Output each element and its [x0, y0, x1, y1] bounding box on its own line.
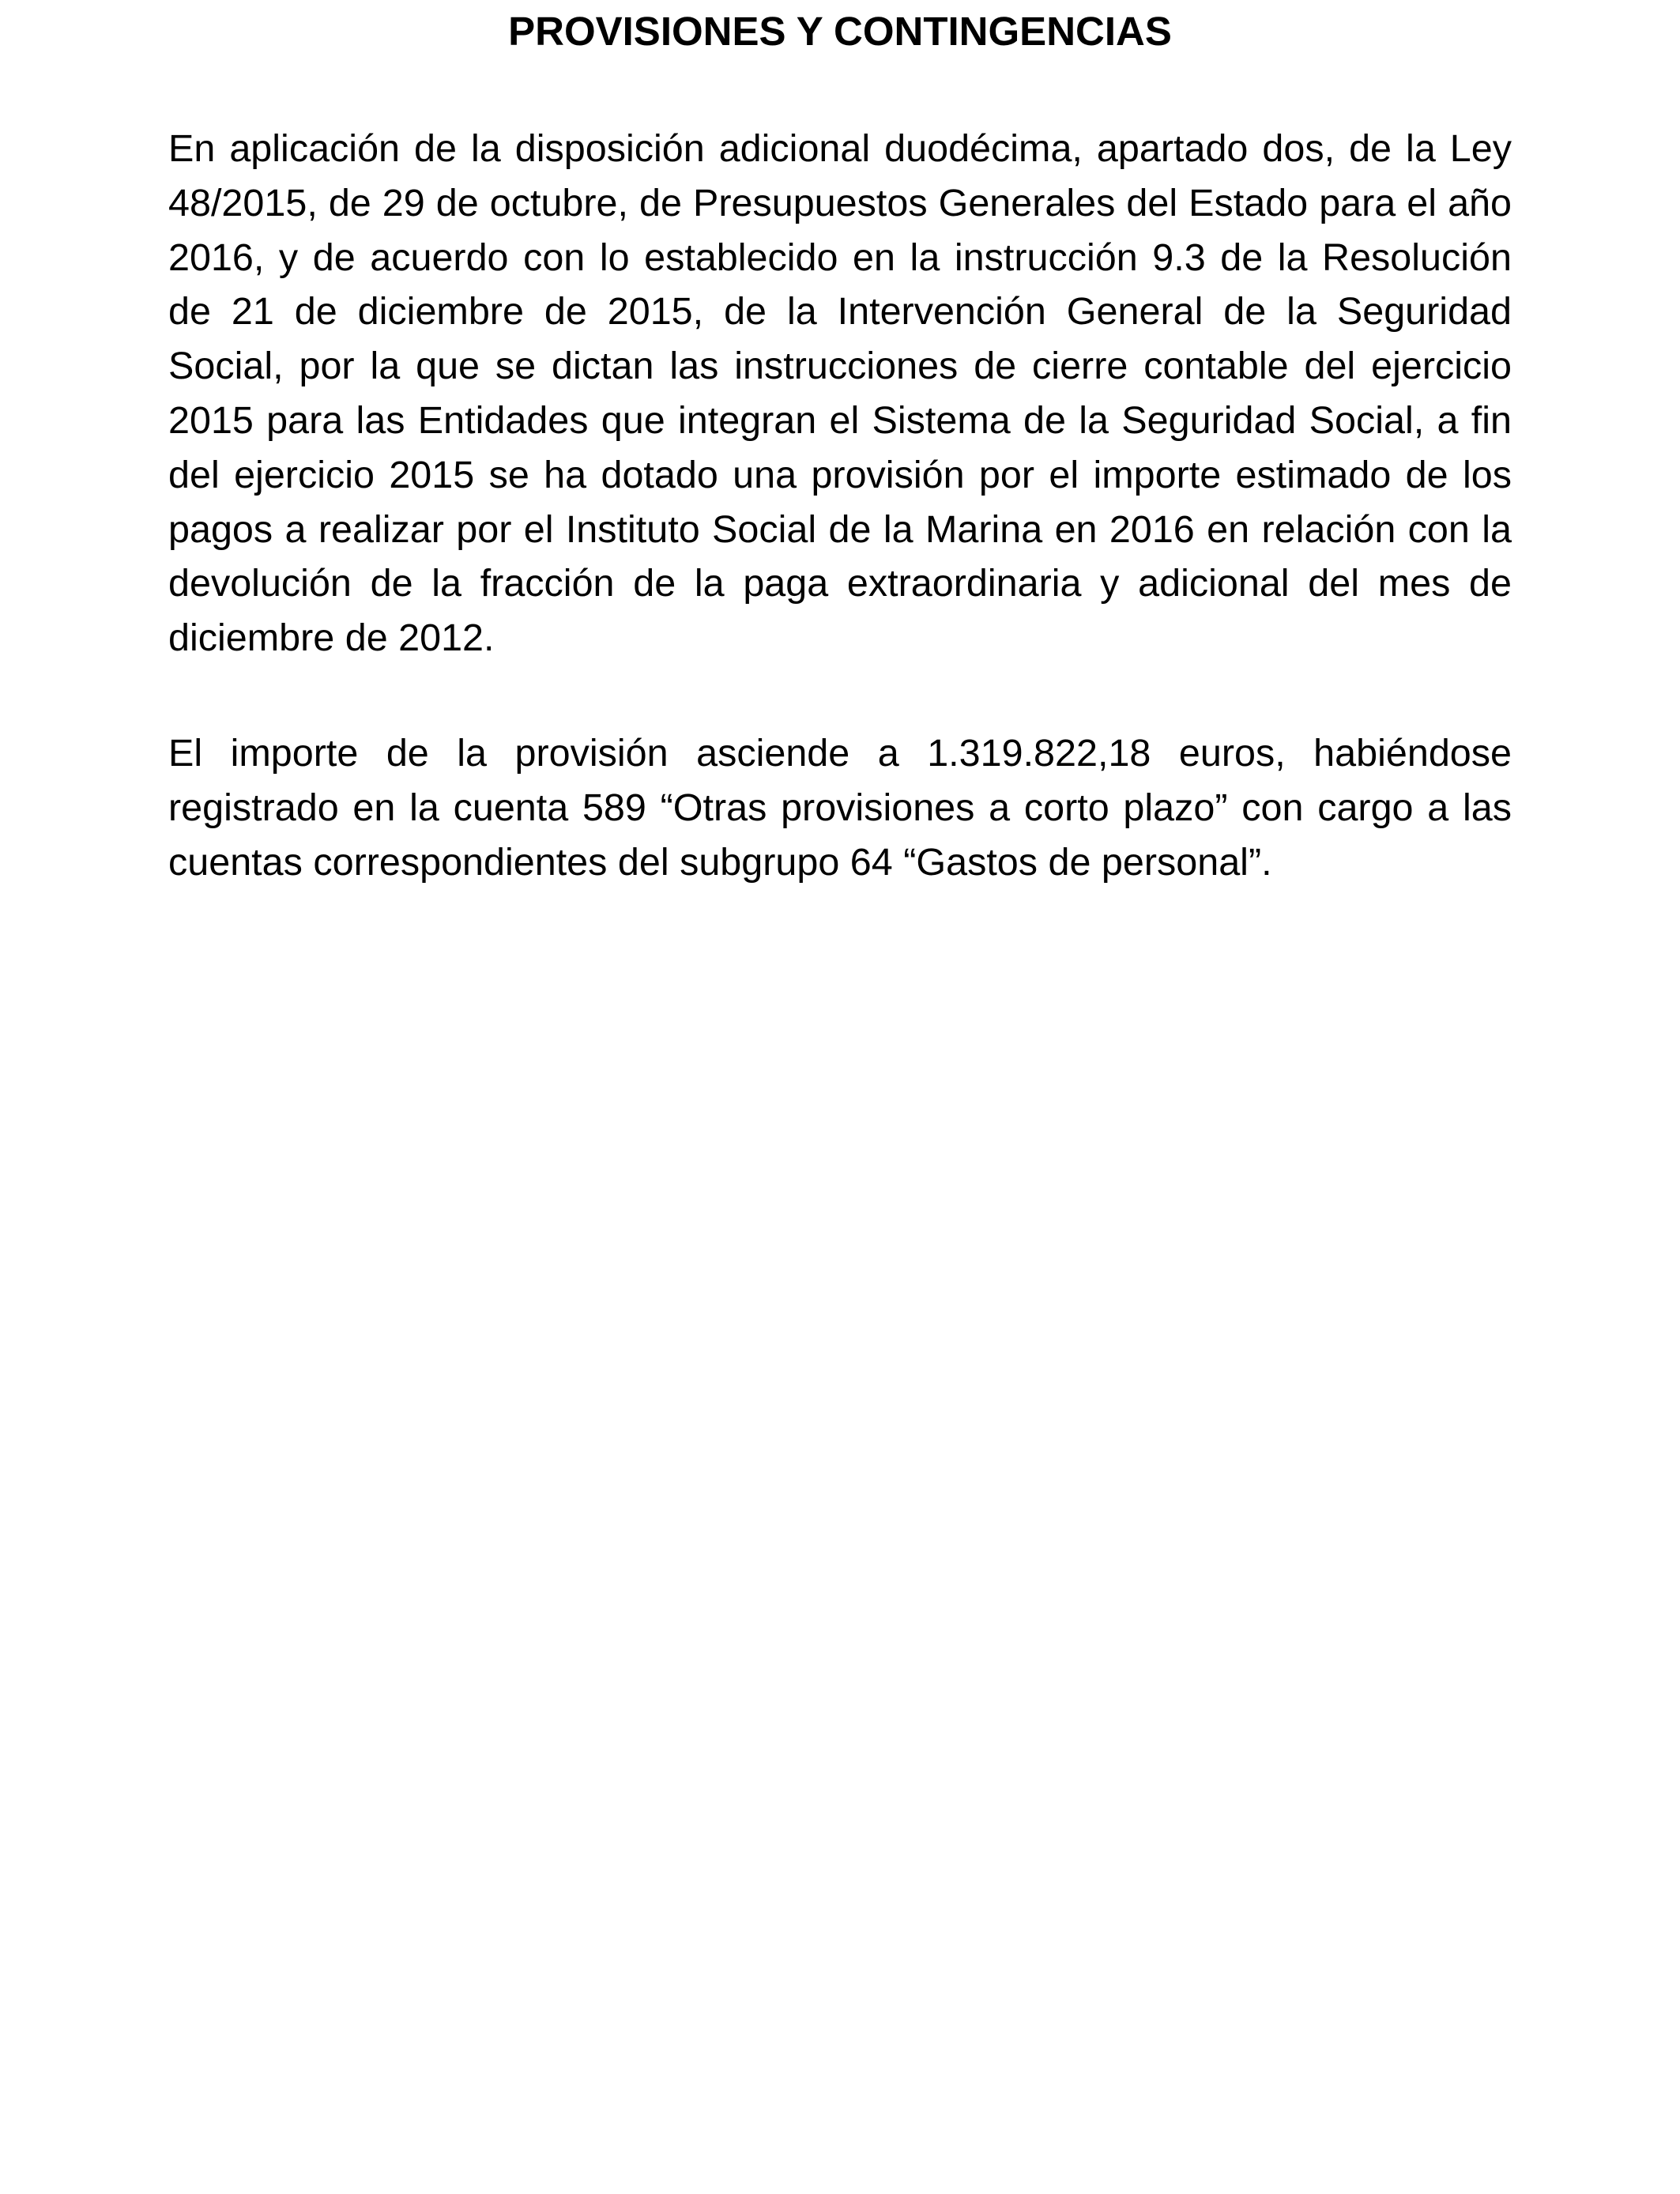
- paragraph-provision-amount: El importe de la provisión asciende a 1.319.822,18 euros, habiéndose registrado en la cuenta 589 “Otras provisiones a corto plazo” con cargo a las cuentas correspondientes del subgrupo 64 “Gastos de personal”.: [168, 732, 1512, 884]
- paragraph-provision-basis: En aplicación de la disposición adicional duodécima, apartado dos, de la Ley 48/2015, de 29 de octubre, de Presupuestos Generales del Estado para el año 2016, y de acuerdo con lo establecido en la instrucción 9.3 de la Resolución de 21 de diciembre de 2015, de la Intervención General de la Seguridad Social, por la que se dictan las instrucciones de cierre contable del ejercicio 2015 para las Entidades que integran el Sistema de la Seguridad Social, a fin del ejercicio 2015 se ha dotado una provisión por el importe estimado de los pagos a realizar por el Instituto Social de la Marina en 2016 en relación con la devolución de la fracción de la paga extraordinaria y adicional del mes de diciembre de 2012.: [168, 127, 1512, 660]
- document-title: PROVISIONES Y CONTINGENCIAS: [508, 9, 1172, 54]
